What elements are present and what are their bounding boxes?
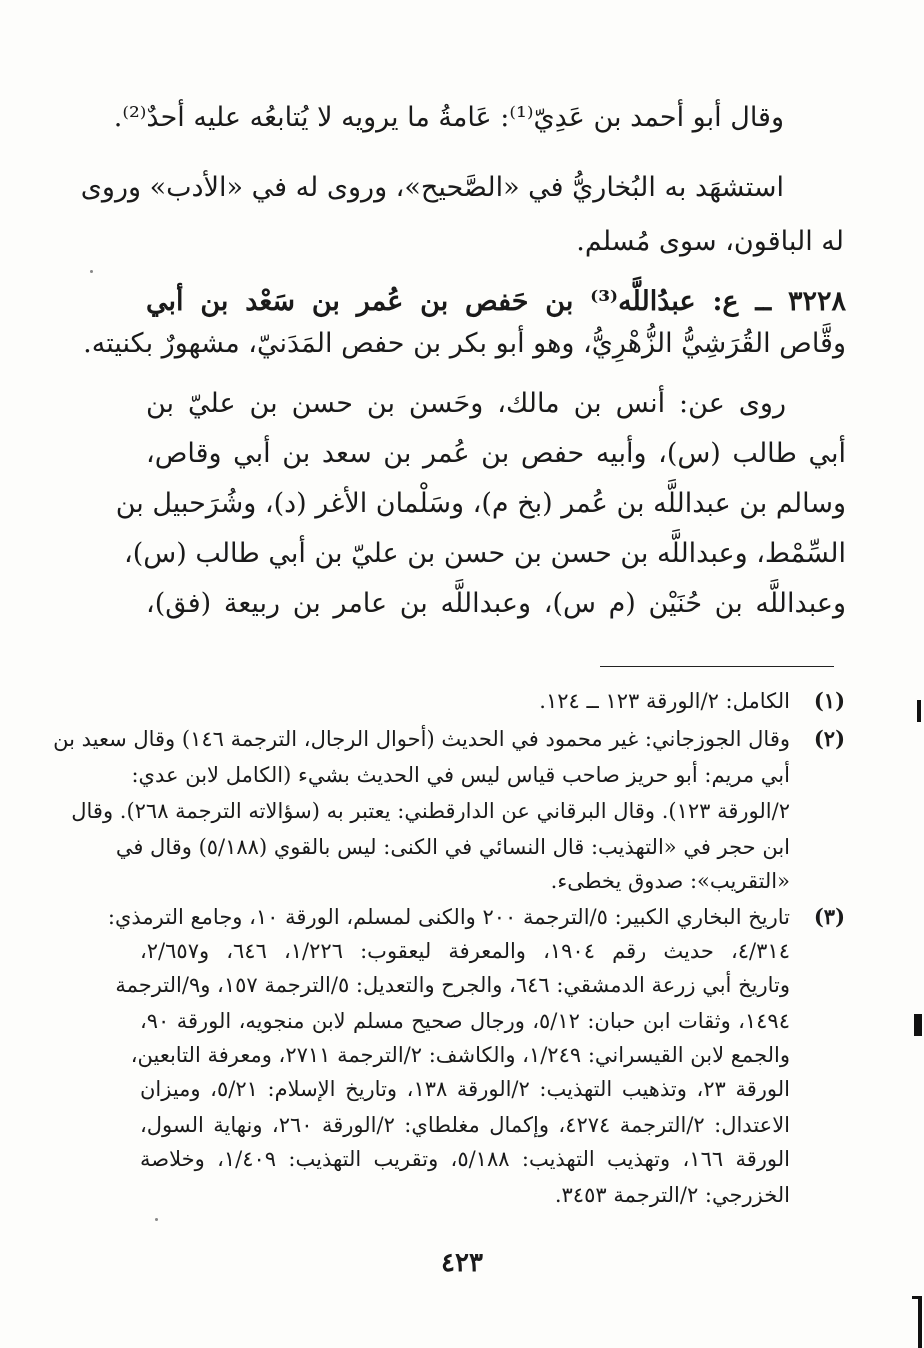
main-line: روى عن: أنس بن مالك، وحَسن بن حسن بن عليّ بن — [146, 388, 786, 419]
footnote-line: ٤/٣١٤، حديث رقم ١٩٠٤، والمعرفة ليعقوب: ١/٢٢٦، ٦٤٦، و٢/٦٥٧، — [140, 939, 790, 963]
footnote-number: (٣) — [813, 904, 845, 929]
footnote-line: الورقة ١٦٦، وتهذيب التهذيب: ٥/١٨٨، وتقريب التهذيب: ١/٤٠٩، وخلاصة — [140, 1147, 790, 1171]
page-number: ٤٢٣ — [441, 1248, 483, 1278]
main-line: وقَّاص القُرَشِيُّ الزُّهْرِيُّ، وهو أبو بكر بن حفص المَدَنيّ، مشهورٌ بكنيته. — [83, 328, 846, 359]
footnote-line: ابن حجر في «التهذيب: قال النسائي في الكنى: ليس بالقوي (٥/١٨٨) وقال في — [115, 835, 790, 859]
main-line: استشهَد به البُخاريُّ في «الصَّحيح»، وروى له في «الأدب» وروى — [80, 172, 784, 203]
main-line: أبي طالب (س)، وأبيه حفص بن عُمر بن سعد بن أبي وقاص، — [146, 438, 846, 469]
scan-mark — [917, 700, 921, 722]
footnote-number: (١) — [813, 688, 845, 713]
footnote-line: الورقة ٢٣، وتذهيب التهذيب: ٢/الورقة ١٣٨، وتاريخ الإسلام: ٥/٢١، وميزان — [140, 1077, 790, 1101]
main-line: السِّمْط، وعبداللَّه بن حسن بن حسن بن عليّ بن أبي طالب (س)، — [124, 538, 846, 569]
main-line: له الباقون، سوى مُسلم. — [576, 226, 844, 257]
footnote-line: وتاريخ أبي زرعة الدمشقي: ٦٤٦، والجرح والتعديل: ٥/الترجمة ١٥٧، و٩/الترجمة — [115, 973, 790, 997]
footnote-line: ٢/الورقة ١٢٣). وقال البرقاني عن الدارقطني: يعتبر به (سؤالاته الترجمة ٢٦٨). وقال — [71, 799, 790, 823]
footnote-line: الكامل: ٢/الورقة ١٢٣ ــ ١٢٤. — [539, 689, 790, 713]
footnote-line: ١٤٩٤، وثقات ابن حبان: ٥/١٢، ورجال صحيح مسلم لابن منجويه، الورقة ٩٠، — [140, 1009, 790, 1033]
scan-mark — [914, 1014, 922, 1036]
footnote-line: الخزرجي: ٢/الترجمة ٣٤٥٣. — [554, 1183, 790, 1207]
main-line: ٣٢٢٨ ــ ع: عبدُاللَّه⁽³⁾ بن حَفص بن عُمر بن سَعْد بن أبي — [146, 286, 846, 317]
scan-speck — [90, 270, 93, 273]
footnote-line: الاعتدال: ٢/الترجمة ٤٢٧٤، وإكمال مغلطاي: ٢/الورقة ٢٦٠، ونهاية السول، — [140, 1113, 790, 1137]
footnote-separator — [600, 666, 834, 667]
main-line: وسالم بن عبداللَّه بن عُمر (بخ م)، وسَلْمان الأغر (د)، وشُرَحبيل بن — [115, 488, 846, 519]
scan-speck — [155, 1218, 158, 1221]
footnote-line: «التقريب»: صدوق يخطىء. — [550, 869, 790, 893]
main-line: وعبداللَّه بن حُنَيْن (م س)، وعبداللَّه بن عامر بن ربيعة (فق)، — [146, 588, 846, 619]
scan-mark — [918, 1296, 922, 1348]
footnote-line: والجمع لابن القيسراني: ١/٢٤٩، والكاشف: ٢/الترجمة ٢٧١١، ومعرفة التابعين، — [130, 1043, 790, 1067]
footnote-line: أبي مريم: أبو حريز صاحب قياس ليس في الحديث بشيء (الكامل لابن عدي: — [131, 763, 790, 787]
footnote-line: وقال الجوزجاني: غير محمود في الحديث (أحوال الرجال، الترجمة ١٤٦) وقال سعيد بن — [53, 727, 790, 751]
footnote-number: (٢) — [813, 726, 845, 751]
main-line: وقال أبو أحمد بن عَدِيّ⁽¹⁾: عَامةُ ما يرويه لا يُتابعُه عليه أحدٌ⁽²⁾. — [113, 102, 784, 133]
footnote-line: تاريخ البخاري الكبير: ٥/الترجمة ٢٠٠ والكنى لمسلم، الورقة ١٠، وجامع الترمذي: — [107, 905, 790, 929]
